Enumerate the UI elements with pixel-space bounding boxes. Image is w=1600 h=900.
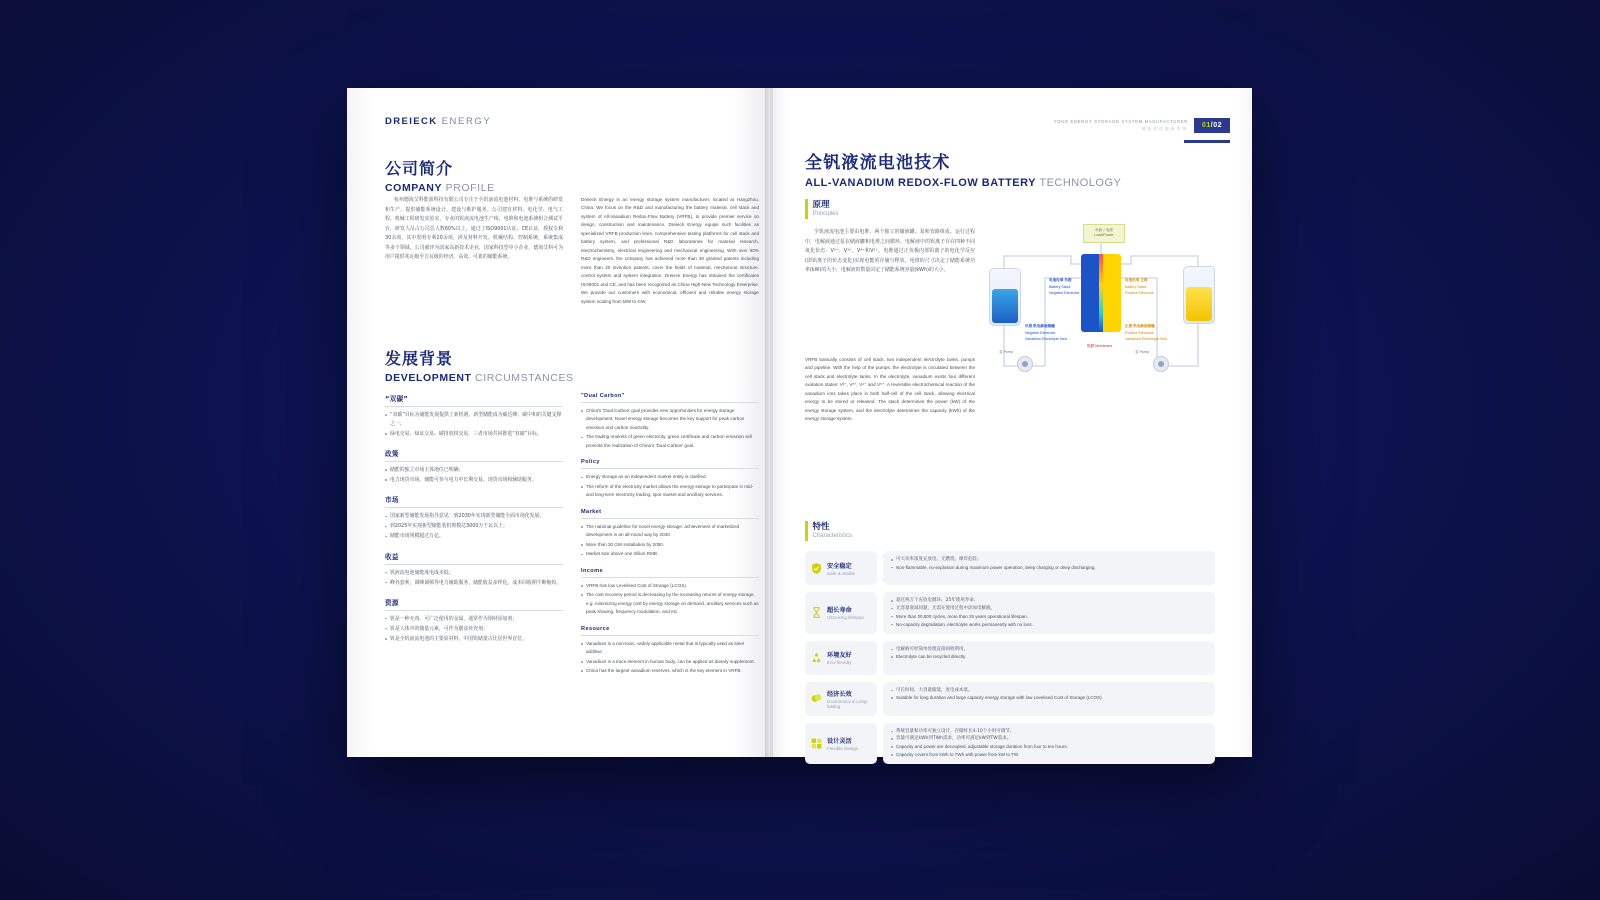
- dev-group-en-2-head: Market: [581, 508, 602, 515]
- recycle-icon: [810, 651, 823, 664]
- feature-card-items: [891, 646, 1207, 662]
- divider: [581, 635, 759, 636]
- feature-card-head: [805, 592, 877, 634]
- feature-card-body: [883, 592, 1215, 634]
- list-item: Non-flammable, no-explosion during maximum power operation, deep charging or deep discharging.: [891, 564, 1207, 572]
- dev-group-cn-4-list: [385, 615, 563, 644]
- membrane-layer: [1099, 254, 1103, 332]
- company-profile-en-column: [581, 196, 759, 306]
- company-profile-title-en: [385, 182, 495, 194]
- development-cn-column: [385, 384, 563, 677]
- feature-card-head: [805, 723, 877, 765]
- feature-title-cn: 超长寿命: [827, 607, 852, 615]
- divider: [581, 577, 759, 578]
- negative-tank-label-en2: Vanadium Electrolyte Tank: [1025, 337, 1068, 341]
- negative-stack-label-en2: Negative Electrode: [1049, 291, 1080, 295]
- dev-group-en-4-head: Resource: [581, 625, 610, 632]
- list-item: The trading markets of green electricity, green certificate and carbon emission will promote the realization of China's 'Dual Carbon' goal.: [581, 433, 759, 450]
- list-item: 电解液可经简单处理直接回收利用。: [891, 646, 1207, 654]
- accent-bar: [805, 199, 808, 219]
- divider: [385, 610, 563, 611]
- positive-stack-label-en2: Positive Electrode: [1125, 291, 1154, 295]
- membrane-label: 隔膜 Membrane: [1087, 344, 1113, 348]
- feature-card: [805, 551, 1215, 585]
- principles-paragraph-en: VRFB basically consists of cell stack, two independent electrolyte tanks, pumps and pipeline. With the help of the pumps, the electrolyte is circulated between the cell stack and electrolyte tanks. In the electrolyte, vanadium exists four different oxidation states: V²⁺, V³⁺, V⁴⁺ and V⁵⁺. A reversible electrochemical reaction of the vanadium ions takes place in both half-cell of the cell stack, allowing electrical energy to be stored or released. The stack determines the power (kW) of the energy storage system, and the electrolyte determines the capacity (kWh) of the energy storage system.: [805, 357, 975, 422]
- dev-group-cn-1: [385, 448, 563, 485]
- feature-card-items: [891, 687, 1207, 703]
- list-item: 峰谷套利，调峰调频等电力辅助服务，储能收益多样化，成本回收期不断缩短。: [385, 579, 563, 588]
- negative-electrolyte-tank: [989, 268, 1021, 326]
- development-heading: [385, 346, 574, 384]
- dev-group-cn-3: [385, 551, 563, 588]
- dev-group-en-0: [581, 393, 759, 450]
- principles-label-en: Principles: [812, 211, 839, 217]
- dev-group-en-4: [581, 626, 759, 676]
- development-title-en-thin: CIRCUMSTANCES: [471, 372, 574, 384]
- pump-left-label: 泵 Pump: [999, 350, 1013, 354]
- feature-card-head: [805, 551, 877, 585]
- feature-card: [805, 723, 1215, 765]
- company-profile-paragraph-en: Dreieck Energy is an energy storage system manufacturer, located at Hangzhou, China. We focus on the R&D and manufacturing the battery material, cell stack and system of All-Vanadium Redox-Flow Battery (VRFB), to provide premier service on design, construction and maintenance. Dreieck Energy equips such facilities as specialized VRFB production lines, comprehensive testing platforms for cell stack and battery system, and professional R&D laboratories for material research, electrochemistry, electrical engineering and mechanical engineering. With over 60% R&D engineers, the company has achieved more than 30 granted patents including more than 20 invention patents, cover the fields of material, mechanical structure, control system and system integration. Dreieck Energy has obtained the certificates ISO9001 and CE, and has been recognized as China High-New Technology Enterprise. We provide our customers with economical, efficient and reliable energy storage system scaling from MW to GW.: [581, 197, 759, 304]
- brochure-spread: [347, 88, 1252, 757]
- dev-group-cn-0: [385, 393, 563, 439]
- list-item: “双碳”目标为储能发展提供了新机遇，新型储能成为碳达峰、碳中和的关键支撑之一；: [385, 411, 563, 429]
- feature-card: [805, 641, 1215, 675]
- principles-label: [805, 198, 839, 219]
- chapter-title-en-bold: ALL-VANADIUM REDOX-FLOW BATTERY: [805, 177, 1036, 189]
- tank-liquid: [1186, 287, 1212, 321]
- dev-group-en-2: [581, 509, 759, 559]
- company-profile-title-en-thin: PROFILE: [442, 182, 495, 194]
- dev-group-cn-3-head: 收益: [385, 552, 399, 561]
- negative-tank-label-en1: Negative Electrode: [1025, 331, 1056, 335]
- list-item: Capacity covers from kWh to TWh with power from kW to TW.: [891, 751, 1207, 759]
- page-header-lines: [1054, 119, 1188, 132]
- dev-group-en-0-list: [581, 407, 759, 450]
- list-item: 储能的独立市场主体地位已明确；: [385, 466, 563, 475]
- feature-card: [805, 682, 1215, 716]
- positive-tank-label-cn: 正极 钒电解液储罐: [1125, 324, 1155, 328]
- tank-liquid: [992, 289, 1018, 323]
- feature-title-cn: 安全稳定: [827, 562, 852, 570]
- dev-group-cn-4: [385, 597, 563, 644]
- dev-group-en-3-list: [581, 582, 759, 617]
- company-profile-cn-column: [385, 196, 563, 306]
- dev-group-cn-2-list: [385, 512, 563, 541]
- company-profile-heading: [385, 156, 495, 194]
- divider: [385, 564, 563, 565]
- dev-group-en-0-head: "Dual Carbon": [581, 393, 625, 399]
- feature-card-body: [883, 723, 1215, 765]
- page-number-sep: /: [1210, 122, 1214, 129]
- list-item: 储能市场规模超过万亿。: [385, 532, 563, 541]
- negative-stack-label-cn: 电池电堆 负极: [1049, 278, 1072, 282]
- dev-group-en-3: [581, 568, 759, 617]
- list-item: 电力现货市场、储能可参与电力中长期交易、现货市场和辅助服务。: [385, 476, 563, 485]
- dev-group-cn-2: [385, 494, 563, 541]
- load-label-en: Load/Power: [1094, 233, 1114, 238]
- page-number: [1194, 118, 1230, 133]
- list-item: The national guideline for novel energy storage: achievement of marketized development in an all-round way by 2030.: [581, 523, 759, 540]
- principles-label-cn: 原理: [812, 200, 830, 210]
- dev-group-en-2-list: [581, 523, 759, 559]
- feature-card-title: [827, 650, 852, 665]
- feature-card-title: [827, 561, 855, 576]
- list-item: 钒是一种无毒、可广泛使用的金属，通常作为钢材添加剂；: [385, 615, 563, 624]
- characteristics-label: [805, 520, 852, 541]
- feature-title-en: Economical & Long-lasting: [827, 698, 869, 709]
- feature-title-en: Eco-friendly: [827, 660, 852, 665]
- negative-stack-label-en1: Battery Stack: [1049, 285, 1071, 289]
- feature-title-en: Flexible Design: [827, 745, 859, 751]
- tagline-en: YOUR ENERGY STORAGE SYSTEM MANUFACTURER: [1053, 119, 1188, 124]
- positive-tank-label-en1: Positive Electrode: [1125, 331, 1154, 335]
- feature-card-items: [891, 556, 1207, 572]
- dev-group-cn-1-list: [385, 466, 563, 485]
- feature-card-head: [805, 682, 877, 716]
- list-item: More than 20,000 cycles, more than 25 years operational lifespan.: [891, 613, 1207, 621]
- principles-paragraph-en-wrap: [805, 356, 975, 424]
- divider: [581, 518, 759, 519]
- feature-card-items: [891, 597, 1207, 629]
- list-item: Electrolyte can be recycled directly.: [891, 653, 1207, 661]
- dev-group-cn-3-list: [385, 569, 563, 588]
- feature-card-items: [891, 728, 1207, 760]
- list-item: 到2025年实现新型储能装机规模达3000万千瓦以上；: [385, 522, 563, 531]
- feature-card-list: [805, 551, 1215, 771]
- tagline-cn: 储能组技能源系统: [1141, 126, 1188, 131]
- load-label-cn: 负载 / 电源: [1095, 228, 1113, 232]
- dev-group-cn-0-list: [385, 411, 563, 439]
- feature-title-cn: 经济长效: [827, 690, 852, 698]
- header-rule: [1184, 140, 1230, 143]
- chapter-title-cn: 全钒液流电池技术: [805, 153, 951, 173]
- development-en-column: [581, 384, 759, 677]
- list-item: Suitable for long duration and large capacity energy storage with low Levelised Cost of Storage (LCOS).: [891, 694, 1207, 702]
- feature-card-body: [883, 641, 1215, 675]
- company-profile-columns: [385, 196, 759, 306]
- list-item: Vanadium is a non-toxic, widely applicable metal that is typically used as steel additive.: [581, 640, 759, 657]
- page-number-total: 02: [1213, 122, 1222, 129]
- positive-stack-label-en1: Battery Stack: [1125, 285, 1147, 289]
- cell-stack: [1081, 254, 1121, 332]
- list-item: Vanadium is a trace element in human body, can be applied as dietary supplement.: [581, 658, 759, 666]
- list-item: VRFB has low Levelised Cost of Storage (LCOS).: [581, 582, 759, 590]
- dev-group-cn-2-head: 市场: [385, 496, 399, 505]
- list-item: Market size above one trillion RMB.: [581, 550, 759, 558]
- page-number-current: 01: [1201, 122, 1211, 129]
- accent-bar: [805, 521, 808, 541]
- list-item: 系统容量和功率可独立设计，存储时长4-10个小时可调节；: [891, 728, 1207, 736]
- development-title-cn: 发展背景: [385, 349, 454, 368]
- dev-group-cn-1-head: 政策: [385, 450, 399, 459]
- list-item: 国家新型储能发展指导意见：到2030年实现新型储能全面市场化发展；: [385, 512, 563, 521]
- list-item: Energy storage as an independent market entity is clarified.: [581, 473, 759, 481]
- feature-card-body: [883, 551, 1215, 585]
- chapter-heading: [805, 148, 1121, 189]
- feature-title-cn: 设计灵活: [827, 737, 852, 745]
- brand-logo: [385, 116, 491, 127]
- feature-card-title: [827, 605, 864, 620]
- divider: [581, 468, 759, 469]
- dev-group-en-3-head: Income: [581, 567, 603, 574]
- brand-suffix: ENERGY: [441, 116, 492, 127]
- divider: [385, 406, 563, 407]
- positive-electrolyte-tank: [1183, 266, 1215, 324]
- negative-tank-label-cn: 负极 钒电解液储罐: [1025, 324, 1055, 328]
- divider: [385, 461, 563, 462]
- feature-card-head: [805, 641, 877, 675]
- feature-card: [805, 592, 1215, 634]
- company-profile-paragraph-cn: 杭州德海艾科能源科技有限公司专注于全钒液流电池材料、电堆与系统的研发和生产，提供储能系统设计、建设与维护服务。公司建有材料、电化学、电气工程、机械工程研发实验室，专业的钒液流电池生产线、电堆和电池系统组合测试平台，研发人员占公司总人数60%以上，通过了ISO9001认证、CE认证，授权专利30余项，其中发明专利20余项，涉及材料开发、机械结构、控制系统、系统集成等多个领域。公司被评为国家高新技术企业，国家科技型中小企业，德海艾科可为用户提供兆瓦级至吉瓦级的经济、高效、可靠的储能系统。: [385, 197, 563, 261]
- coin-icon: [810, 692, 823, 705]
- list-item: 绿电交易、绿证交易、碳排放权交易，三者市场共同推进“双碳”目标。: [385, 430, 563, 439]
- characteristics-label-en: Characteristics: [812, 533, 853, 539]
- dev-group-cn-4-head: 资源: [385, 598, 399, 607]
- list-item: 钒是人体中的微量元素，可作为膳食补充剂；: [385, 625, 563, 634]
- feature-title-cn: 环境友好: [827, 652, 852, 659]
- left-page: [347, 88, 767, 757]
- blocks-icon: [810, 737, 823, 750]
- list-item: China's 'Dual Carbon' goal provides new opportunities for energy storage development. Novel energy storage becomes the key support for peak carbon emission and carbon neutrality.: [581, 407, 759, 432]
- dev-group-cn-0-head: “双碳”: [385, 395, 409, 403]
- chapter-title-en: [805, 177, 1121, 189]
- list-item: The reform of the electricity market allows the energy storage to participate in mid-and long-term electricity trading, spot market and ancillary services.: [581, 483, 759, 500]
- feature-title-en: Ultra-long lifespan: [827, 615, 865, 621]
- principles-paragraph-cn-wrap: [805, 228, 975, 276]
- company-profile-title-en-bold: COMPANY: [385, 182, 443, 194]
- list-item: Capacity and power are decoupled, adjustable storage duration from four to ten hours.: [891, 743, 1207, 751]
- shield-icon: [810, 562, 823, 575]
- feature-card-body: [883, 682, 1215, 716]
- dev-group-en-1: [581, 459, 759, 499]
- feature-title-en: Safe & Stable: [827, 570, 856, 576]
- development-title-en-bold: DEVELOPMENT: [385, 372, 472, 384]
- list-item: 钒是全钒液流电池的主要原材料，中国钒储量占比居世界首位。: [385, 635, 563, 644]
- pump-left-icon: [1017, 356, 1033, 372]
- hourglass-icon: [810, 606, 823, 619]
- brand-name: DREIECK: [385, 116, 438, 127]
- feature-card-title: [827, 736, 858, 751]
- list-item: 可大功率深度充放电，无燃烧、爆炸危险。: [891, 556, 1207, 564]
- feature-card-title: [827, 689, 872, 709]
- positive-tank-label-en2: Vanadium Electrolyte Tank: [1125, 337, 1168, 341]
- page-header: [1054, 118, 1230, 133]
- development-columns: [385, 384, 759, 677]
- list-item: 可长时间、大容量储能，度电成本低。: [891, 687, 1207, 695]
- list-item: 钒液流电池储能度电成本低；: [385, 569, 563, 578]
- vrfb-diagram: [985, 216, 1217, 391]
- pump-right-icon: [1153, 356, 1169, 372]
- company-profile-title-cn: 公司简介: [385, 159, 454, 178]
- principles-paragraph-cn: 全钒液流电池主要由电堆、两个独立的储液罐、泵和管路组成。运行过程中，电解液通过泵在储液罐和电堆之间循环。电解液中的钒离子存在四种不同氧化价态：V²⁺、V³⁺、V⁴⁺和V⁵⁺。电堆通过正负极内部钒离子的电化学反应(即钒离子的价态变化)实现电能的存储与释放。电堆的尺寸决定了储能系统功率(kW)的大小，电解液的数量决定了储能系统容量(kWh)的大小。: [805, 229, 975, 274]
- chapter-title-en-thin: TECHNOLOGY: [1036, 177, 1122, 189]
- development-title-en: [385, 372, 574, 384]
- list-item: 容量可满足kWh到TWh需求，功率可满足kW到TW需求。: [891, 735, 1207, 743]
- list-item: 无容量衰减问题，无需在使用过程中添加电解液。: [891, 605, 1207, 613]
- list-item: 超过两万个充放电循环、25年使用寿命；: [891, 597, 1207, 605]
- pump-right-label: 泵 Pump: [1135, 350, 1149, 354]
- list-item: China has the largest vanadium reserves, which is the key element in VRFB.: [581, 667, 759, 675]
- list-item: The cost recovery period is decreasing by the increasing returns of energy storage, e.g. minimizing energy cost by energy storage on demand, ancillary services such as peak shaving, frequency modulation, and etc.: [581, 591, 759, 616]
- right-page: [767, 88, 1252, 757]
- list-item: No-capacity degradation, electrolyte works permanently with no loss.: [891, 621, 1207, 629]
- characteristics-label-cn: 特性: [812, 522, 830, 532]
- divider: [581, 402, 759, 403]
- positive-stack-label-cn: 电池电堆 正极: [1125, 278, 1148, 282]
- dev-group-en-1-head: Policy: [581, 459, 600, 466]
- divider: [385, 507, 563, 508]
- list-item: More than 30 GW installation by 2050.: [581, 541, 759, 549]
- dev-group-en-1-list: [581, 473, 759, 499]
- dev-group-en-4-list: [581, 640, 759, 676]
